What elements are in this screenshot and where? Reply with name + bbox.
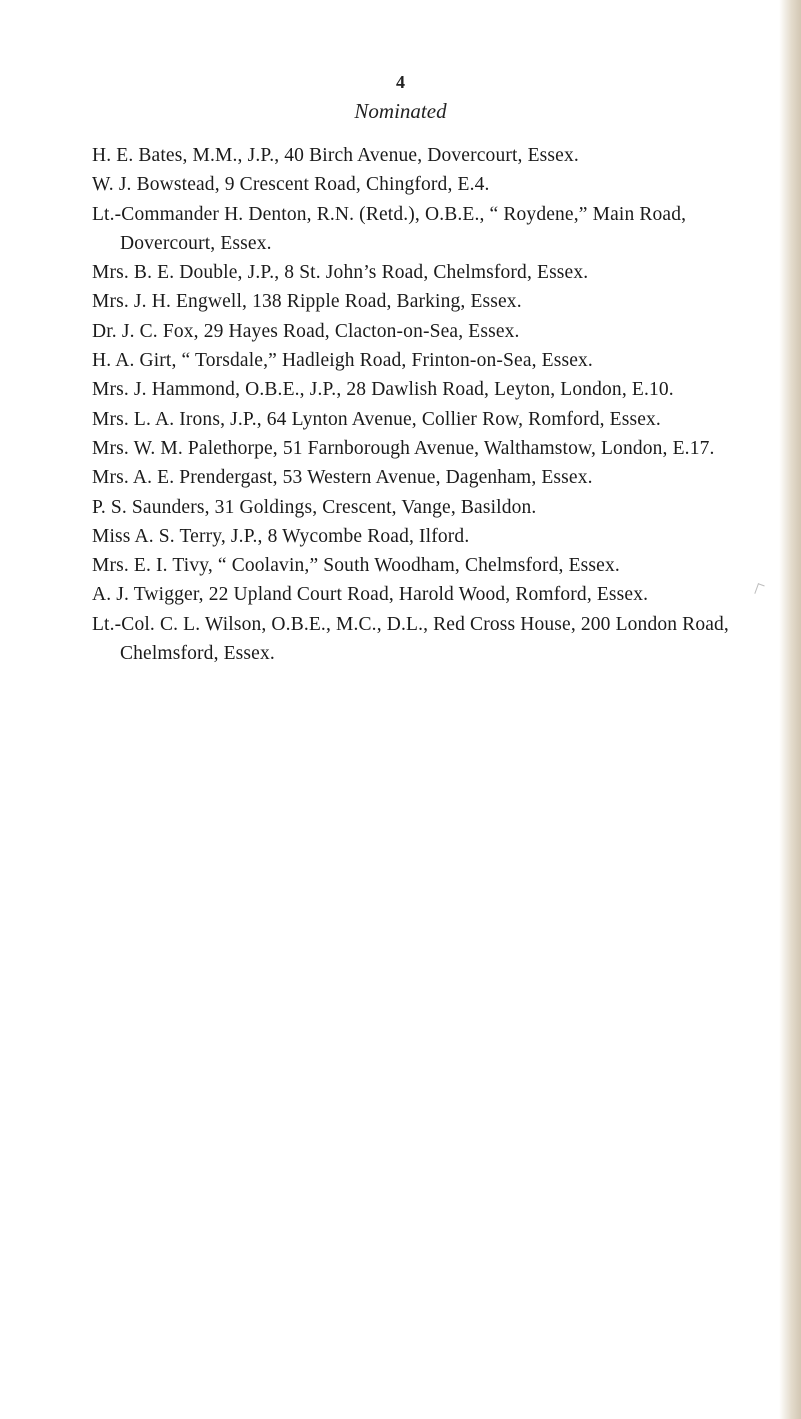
nominee-list: [92, 141, 786, 668]
nominee-entry: Mrs. E. I. Tivy, “ Coolavin,” South Woodham, Chelmsford, Essex.: [92, 555, 620, 577]
nominee-entry: H. A. Girt, “ Torsdale,” Hadleigh Road, Frinton-on-Sea, Essex.: [92, 350, 593, 372]
nominee-entry: Lt.-Commander H. Denton, R.N. (Retd.), O.B.E., “ Roydene,” Main Road, Dovercourt, Essex.: [92, 203, 687, 254]
page-number: 4: [396, 72, 405, 92]
nominee-entry: Mrs. A. E. Prendergast, 53 Western Avenue, Dagenham, Essex.: [92, 467, 593, 489]
nominee-entry: H. E. Bates, M.M., J.P., 40 Birch Avenue, Dovercourt, Essex.: [92, 145, 579, 166]
section-heading: Nominated: [354, 99, 447, 123]
nominee-entry: Mrs. B. E. Double, J.P., 8 St. John’s Road, Chelmsford, Essex.: [92, 262, 589, 284]
nominee-entry: Miss A. S. Terry, J.P., 8 Wycombe Road, Ilford.: [92, 525, 470, 547]
nominee-entry: A. J. Twigger, 22 Upland Court Road, Harold Wood, Romford, Essex.: [92, 584, 649, 606]
nominee-entry: Lt.-Col. C. L. Wilson, O.B.E., M.C., D.L., Red Cross House, 200 London Road, Chelmsford, Essex.: [92, 613, 729, 665]
nominee-entry: W. J. Bowstead, 9 Crescent Road, Chingford, E.4.: [92, 174, 490, 196]
nominee-entry: Mrs. L. A. Irons, J.P., 64 Lynton Avenue, Collier Row, Romford, Essex.: [92, 408, 661, 430]
nominee-entry: Mrs. J. H. Engwell, 138 Ripple Road, Barking, Essex.: [92, 291, 522, 313]
nominee-entry: P. S. Saunders, 31 Goldings, Crescent, Vange, Basildon.: [92, 496, 537, 518]
nominee-entry: Mrs. J. Hammond, O.B.E., J.P., 28 Dawlish Road, Leyton, London, E.10.: [92, 379, 674, 401]
nominee-entry: Mrs. W. M. Palethorpe, 51 Farnborough Avenue, Walthamstow, London, E.17.: [92, 437, 715, 459]
nominee-entry: Dr. J. C. Fox, 29 Hayes Road, Clacton-on-Sea, Essex.: [92, 320, 520, 342]
